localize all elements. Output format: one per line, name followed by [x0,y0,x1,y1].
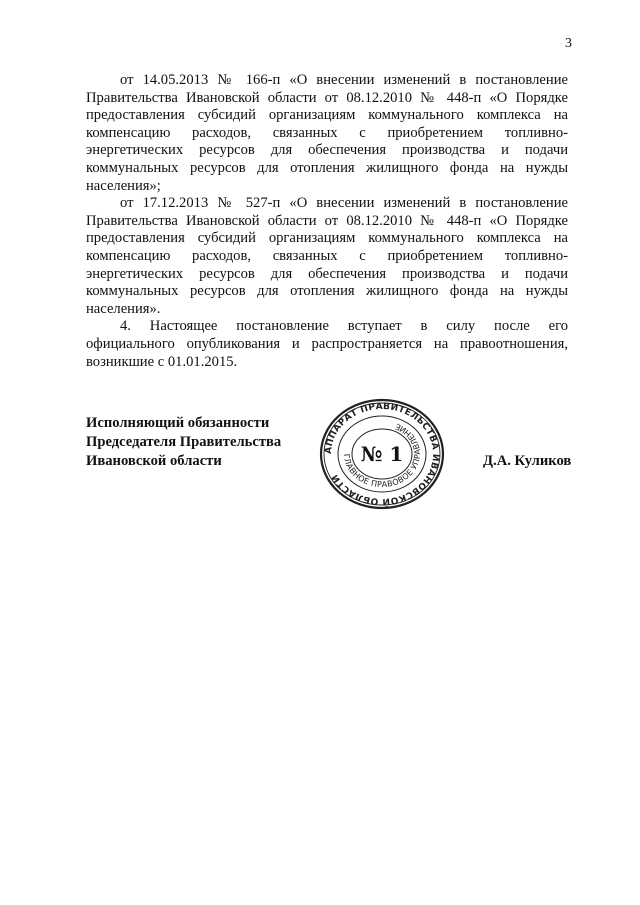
body-line: компенсацию расходов, связанных с приобретением топливно- [86,247,568,264]
signatory-position-line: Ивановской области [86,453,222,469]
page-number: 3 [565,36,572,51]
body-line: предоставления субсидий организациям коммунального комплекса на [86,107,568,124]
body-line: коммунальных ресурсов для отопления жилищного фонда на нужды [86,159,568,176]
signer-name: Д.А. Куликов [483,453,572,469]
stamp-inner-text: ГЛАВНОЕ ПРАВОВОЕ УПРАВЛЕНИЕ [341,421,423,490]
signatory-position-line: Исполняющий обязанности [86,415,270,431]
body-line: предоставления субсидий организациям коммунального комплекса на [86,230,568,247]
body-line: населения»; [86,177,161,194]
stamp-center-text: № 1 [360,442,404,466]
body-line: официального опубликования и распространяется на правоотношения, [86,335,568,352]
body-line: возникшие с 01.01.2015. [86,353,238,370]
body-line: компенсацию расходов, связанных с приобретением топливно- [86,124,568,141]
signatory-position-line: Председателя Правительства [86,434,282,450]
body-line: Правительства Ивановской области от 08.12.2010 № 448-п «О Порядке [86,89,568,106]
body-line: коммунальных ресурсов для отопления жилищного фонда на нужды [86,283,568,300]
official-stamp [318,398,446,510]
body-line: населения». [86,300,161,317]
body-line: от 17.12.2013 № 527-п «О внесении изменений в постановление [120,195,568,212]
body-line: энергетических ресурсов для обеспечения производства и подачи [86,265,568,282]
body-line: 4. Настоящее постановление вступает в силу после его [120,318,568,335]
body-line: энергетических ресурсов для обеспечения производства и подачи [86,142,568,159]
stamp-outer-text: АППАРАТ ПРАВИТЕЛЬСТВА ИВАНОВСКОЙ ОБЛАСТИ [323,401,441,507]
body-line: Правительства Ивановской области от 08.12.2010 № 448-п «О Порядке [86,212,568,229]
body-line: от 14.05.2013 № 166-п «О внесении изменений в постановление [120,72,568,88]
document-body [86,72,568,371]
signatory-position [86,414,281,471]
